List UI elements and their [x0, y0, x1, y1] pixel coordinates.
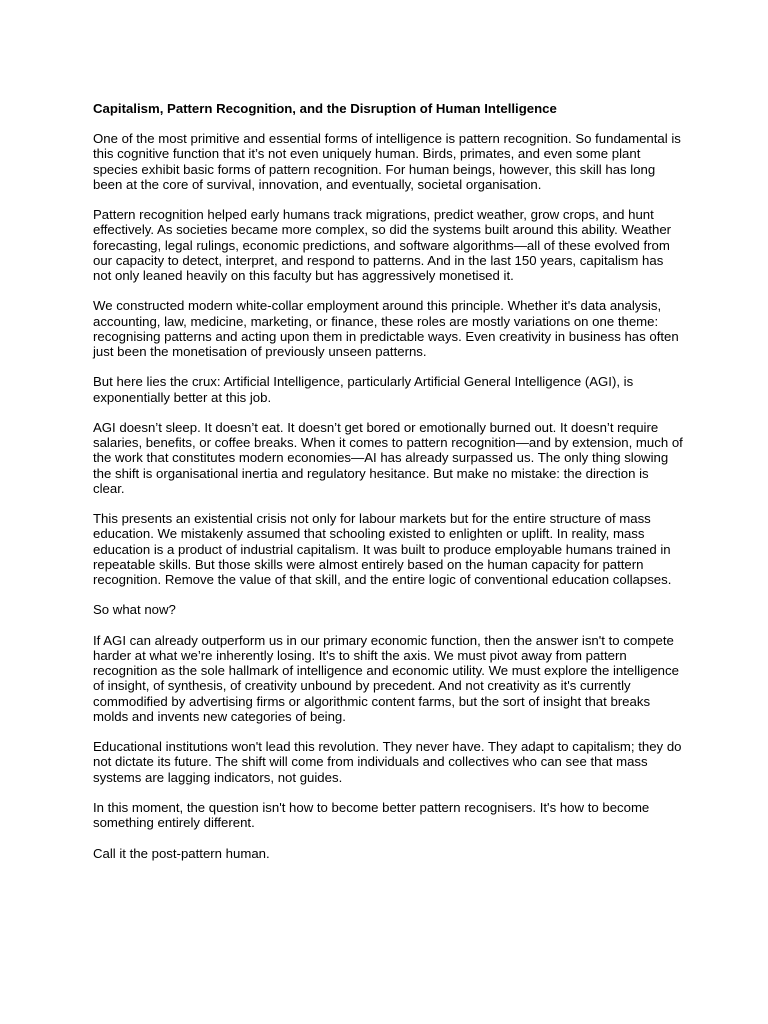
paragraph-5: AGI doesn’t sleep. It doesn’t eat. It doesn’t get bored or emotionally burned out. It doesn’t require salaries, benefits, or coffee breaks. When it comes to pattern recognition—and by extension, much of the work that constitutes modern economies—AI has already surpassed us. The only thing slowing the shift is organisational inertia and regulatory hesitance. But make no mistake: the direction is clear.	[93, 420, 683, 496]
document-title: Capitalism, Pattern Recognition, and the Disruption of Human Intelligence	[93, 101, 557, 116]
paragraph-6: This presents an existential crisis not only for labour markets but for the entire structure of mass education. We mistakenly assumed that schooling existed to enlighten or uplift. In reality, mass education is a product of industrial capitalism. It was built to produce employable humans trained in repeatable skills. But those skills were almost entirely based on the human capacity for pattern recognition. Remove the value of that skill, and the entire logic of conventional education collapses.	[93, 511, 672, 588]
document-body	[93, 101, 683, 876]
paragraph-9: Educational institutions won't lead this revolution. They never have. They adapt to capitalism; they do not dictate its future. The shift will come from individuals and collectives who can see that mass systems are lagging indicators, not guides.	[93, 739, 682, 785]
paragraph-10: In this moment, the question isn't how to become better pattern recognisers. It's how to become something entirely different.	[93, 800, 650, 831]
paragraph-4: But here lies the crux: Artificial Intelligence, particularly Artificial General Intelligence (AGI), is exponentially better at this job.	[93, 374, 634, 405]
paragraph-7: So what now?	[93, 602, 176, 618]
paragraph-1: One of the most primitive and essential forms of intelligence is pattern recognition. So fundamental is this cognitive function that it’s not even uniquely human. Birds, primates, and even some plant species exhibit basic forms of pattern recognition. For human beings, however, this skill has long been at the core of survival, innovation, and eventually, societal organisation.	[93, 131, 681, 192]
paragraph-3: We constructed modern white-collar employment around this principle. Whether it's data analysis, accounting, law, medicine, marketing, or finance, these roles are mostly variations on one theme: recognising patterns and acting upon them in predictable ways. Even creativity in business has often just been the monetisation of previously unseen patterns.	[93, 298, 679, 360]
paragraph-8: If AGI can already outperform us in our primary economic function, then the answer isn't to compete harder at what we’re inherently losing. It's to shift the axis. We must pivot away from pattern recognition as the sole hallmark of intelligence and economic utility. We must explore the intelligence of insight, of synthesis, of creativity unbound by precedent. And not creativity as it's currently commodified by advertising firms or algorithmic content farms, but the sort of insight that breaks molds and invents new categories of being.	[93, 632, 679, 724]
paragraph-2: Pattern recognition helped early humans track migrations, predict weather, grow crops, and hunt effectively. As societies became more complex, so did the systems built around this ability. Weather forecasting, legal rulings, economic predictions, and software algorithms—all of these evolved from our capacity to detect, interpret, and respond to patterns. And in the last 150 years, capitalism has not only leaned heavily on this faculty but has aggressively monetised it.	[93, 207, 672, 284]
paragraph-11: Call it the post-pattern human.	[93, 845, 270, 861]
